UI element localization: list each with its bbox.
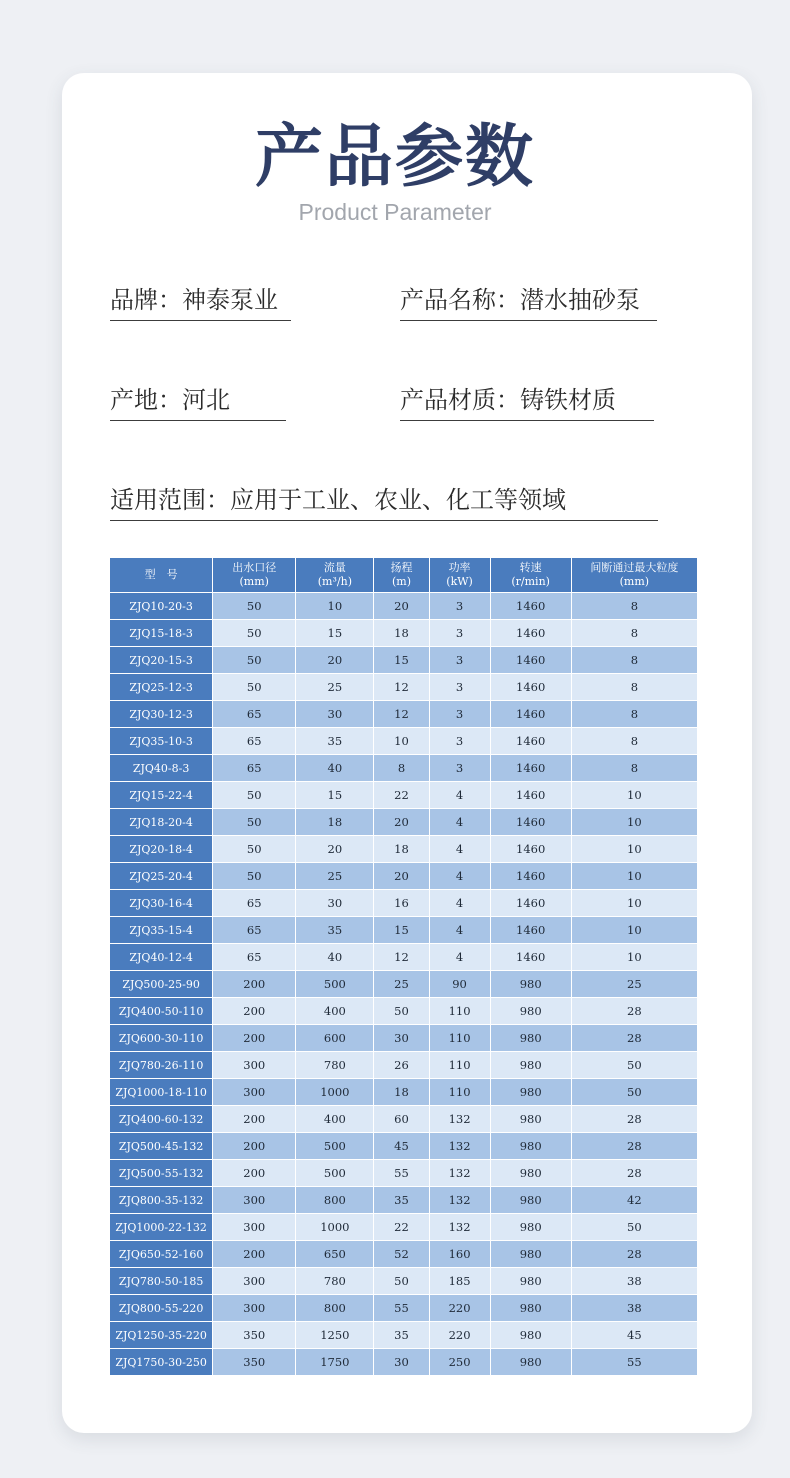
- table-row: [110, 863, 697, 889]
- cell-power: 4: [430, 863, 490, 889]
- cell-power: 4: [430, 944, 490, 970]
- cell-flow: 800: [296, 1295, 373, 1321]
- cell-speed: 1460: [491, 593, 571, 619]
- header-speed: 转速 (r/min): [491, 558, 571, 592]
- cell-head: 22: [374, 782, 428, 808]
- cell-max-particle: 28: [572, 1025, 697, 1051]
- cell-outlet-diameter: 65: [213, 755, 295, 781]
- table-row: [110, 701, 697, 727]
- cell-head: 20: [374, 863, 428, 889]
- cell-outlet-diameter: 50: [213, 674, 295, 700]
- cell-head: 20: [374, 593, 428, 619]
- cell-outlet-diameter: 300: [213, 1187, 295, 1213]
- cell-speed: 1460: [491, 836, 571, 862]
- cell-max-particle: 8: [572, 593, 697, 619]
- cell-flow: 25: [296, 863, 373, 889]
- cell-power: 3: [430, 593, 490, 619]
- cell-outlet-diameter: 300: [213, 1214, 295, 1240]
- cell-max-particle: 50: [572, 1052, 697, 1078]
- cell-head: 25: [374, 971, 428, 997]
- cell-head: 12: [374, 944, 428, 970]
- cell-outlet-diameter: 50: [213, 593, 295, 619]
- cell-speed: 1460: [491, 701, 571, 727]
- cell-flow: 15: [296, 782, 373, 808]
- table-row: [110, 917, 697, 943]
- cell-flow: 650: [296, 1241, 373, 1267]
- table-row: [110, 593, 697, 619]
- cell-head: 55: [374, 1295, 428, 1321]
- cell-power: 132: [430, 1106, 490, 1132]
- cell-head: 30: [374, 1025, 428, 1051]
- header-model: 型 号: [110, 558, 212, 592]
- table-row: [110, 1079, 697, 1105]
- cell-power: 4: [430, 836, 490, 862]
- table-row: [110, 1214, 697, 1240]
- cell-outlet-diameter: 200: [213, 1133, 295, 1159]
- cell-speed: 980: [491, 1052, 571, 1078]
- cell-outlet-diameter: 65: [213, 917, 295, 943]
- table-row: [110, 1160, 697, 1186]
- table-row: [110, 1025, 697, 1051]
- table-row: [110, 674, 697, 700]
- cell-outlet-diameter: 300: [213, 1295, 295, 1321]
- cell-power: 90: [430, 971, 490, 997]
- cell-outlet-diameter: 350: [213, 1322, 295, 1348]
- cell-flow: 40: [296, 944, 373, 970]
- table-header-row: [110, 558, 697, 592]
- cell-speed: 1460: [491, 782, 571, 808]
- cell-flow: 1000: [296, 1214, 373, 1240]
- table-row: [110, 890, 697, 916]
- cell-flow: 30: [296, 890, 373, 916]
- cell-speed: 1460: [491, 863, 571, 889]
- cell-max-particle: 28: [572, 1160, 697, 1186]
- cell-speed: 980: [491, 1241, 571, 1267]
- cell-max-particle: 55: [572, 1349, 697, 1375]
- cell-model: ZJQ10-20-3: [110, 593, 212, 619]
- cell-model: ZJQ25-20-4: [110, 863, 212, 889]
- cell-flow: 1250: [296, 1322, 373, 1348]
- table-row: [110, 1052, 697, 1078]
- cell-head: 18: [374, 836, 428, 862]
- cell-max-particle: 10: [572, 836, 697, 862]
- cell-outlet-diameter: 200: [213, 971, 295, 997]
- parameter-table-container: [109, 557, 698, 1375]
- application-field: 适用范围：应用于工业、农业、化工等领域: [110, 480, 658, 521]
- cell-model: ZJQ1250-35-220: [110, 1322, 212, 1348]
- brand-field: 品牌：神泰泵业: [110, 280, 291, 321]
- cell-model: ZJQ780-50-185: [110, 1268, 212, 1294]
- table-row: [110, 1133, 697, 1159]
- cell-speed: 1460: [491, 944, 571, 970]
- cell-max-particle: 8: [572, 701, 697, 727]
- cell-speed: 980: [491, 1160, 571, 1186]
- cell-power: 160: [430, 1241, 490, 1267]
- cell-power: 132: [430, 1187, 490, 1213]
- cell-outlet-diameter: 350: [213, 1349, 295, 1375]
- cell-model: ZJQ30-12-3: [110, 701, 212, 727]
- table-row: [110, 620, 697, 646]
- cell-power: 220: [430, 1295, 490, 1321]
- cell-speed: 1460: [491, 755, 571, 781]
- cell-max-particle: 10: [572, 944, 697, 970]
- cell-outlet-diameter: 65: [213, 728, 295, 754]
- table-row: [110, 782, 697, 808]
- cell-head: 15: [374, 647, 428, 673]
- cell-power: 3: [430, 620, 490, 646]
- cell-model: ZJQ800-35-132: [110, 1187, 212, 1213]
- cell-max-particle: 10: [572, 863, 697, 889]
- cell-power: 220: [430, 1322, 490, 1348]
- cell-flow: 400: [296, 998, 373, 1024]
- cell-max-particle: 8: [572, 674, 697, 700]
- header-outlet-diameter: 出水口径 (mm): [213, 558, 295, 592]
- cell-outlet-diameter: 300: [213, 1079, 295, 1105]
- cell-flow: 600: [296, 1025, 373, 1051]
- cell-outlet-diameter: 65: [213, 944, 295, 970]
- cell-power: 132: [430, 1160, 490, 1186]
- table-row: [110, 1349, 697, 1375]
- cell-speed: 1460: [491, 809, 571, 835]
- cell-max-particle: 8: [572, 620, 697, 646]
- cell-model: ZJQ40-8-3: [110, 755, 212, 781]
- cell-flow: 780: [296, 1268, 373, 1294]
- cell-max-particle: 8: [572, 755, 697, 781]
- cell-model: ZJQ15-22-4: [110, 782, 212, 808]
- table-row: [110, 1106, 697, 1132]
- cell-flow: 800: [296, 1187, 373, 1213]
- table-row: [110, 1322, 697, 1348]
- cell-model: ZJQ500-45-132: [110, 1133, 212, 1159]
- cell-model: ZJQ15-18-3: [110, 620, 212, 646]
- cell-max-particle: 10: [572, 917, 697, 943]
- cell-model: ZJQ400-50-110: [110, 998, 212, 1024]
- cell-max-particle: 38: [572, 1295, 697, 1321]
- cell-model: ZJQ400-60-132: [110, 1106, 212, 1132]
- cell-model: ZJQ600-30-110: [110, 1025, 212, 1051]
- cell-power: 3: [430, 728, 490, 754]
- cell-speed: 980: [491, 1079, 571, 1105]
- cell-power: 4: [430, 782, 490, 808]
- cell-speed: 980: [491, 1214, 571, 1240]
- cell-max-particle: 28: [572, 1106, 697, 1132]
- cell-head: 50: [374, 998, 428, 1024]
- cell-speed: 1460: [491, 647, 571, 673]
- cell-flow: 1000: [296, 1079, 373, 1105]
- cell-head: 45: [374, 1133, 428, 1159]
- cell-head: 10: [374, 728, 428, 754]
- cell-head: 30: [374, 1349, 428, 1375]
- cell-power: 110: [430, 1025, 490, 1051]
- cell-head: 12: [374, 674, 428, 700]
- cell-head: 18: [374, 620, 428, 646]
- cell-outlet-diameter: 50: [213, 809, 295, 835]
- cell-power: 110: [430, 998, 490, 1024]
- cell-outlet-diameter: 200: [213, 1241, 295, 1267]
- header-max-particle: 间断通过最大粒度 (mm): [572, 558, 697, 592]
- cell-speed: 980: [491, 1025, 571, 1051]
- cell-head: 22: [374, 1214, 428, 1240]
- cell-max-particle: 10: [572, 809, 697, 835]
- cell-max-particle: 10: [572, 890, 697, 916]
- cell-outlet-diameter: 65: [213, 701, 295, 727]
- cell-head: 15: [374, 917, 428, 943]
- table-row: [110, 1295, 697, 1321]
- cell-model: ZJQ500-25-90: [110, 971, 212, 997]
- cell-power: 3: [430, 674, 490, 700]
- cell-power: 4: [430, 890, 490, 916]
- header-flow: 流量 (m³/h): [296, 558, 373, 592]
- cell-flow: 20: [296, 647, 373, 673]
- cell-head: 18: [374, 1079, 428, 1105]
- cell-max-particle: 28: [572, 1133, 697, 1159]
- table-row: [110, 809, 697, 835]
- cell-power: 185: [430, 1268, 490, 1294]
- material-field: 产品材质：铸铁材质: [400, 380, 654, 421]
- cell-outlet-diameter: 50: [213, 647, 295, 673]
- product-name-field: 产品名称：潜水抽砂泵: [400, 280, 657, 321]
- cell-flow: 500: [296, 971, 373, 997]
- cell-outlet-diameter: 50: [213, 863, 295, 889]
- cell-head: 35: [374, 1322, 428, 1348]
- cell-max-particle: 10: [572, 782, 697, 808]
- table-row: [110, 728, 697, 754]
- cell-power: 132: [430, 1214, 490, 1240]
- table-row: [110, 944, 697, 970]
- cell-flow: 35: [296, 728, 373, 754]
- cell-speed: 1460: [491, 620, 571, 646]
- cell-speed: 1460: [491, 674, 571, 700]
- cell-model: ZJQ25-12-3: [110, 674, 212, 700]
- cell-max-particle: 8: [572, 728, 697, 754]
- cell-flow: 20: [296, 836, 373, 862]
- cell-max-particle: 8: [572, 647, 697, 673]
- cell-model: ZJQ1750-30-250: [110, 1349, 212, 1375]
- cell-power: 110: [430, 1079, 490, 1105]
- parameter-table: [109, 557, 698, 1376]
- cell-speed: 980: [491, 1295, 571, 1321]
- cell-head: 12: [374, 701, 428, 727]
- cell-model: ZJQ1000-18-110: [110, 1079, 212, 1105]
- cell-outlet-diameter: 300: [213, 1268, 295, 1294]
- cell-head: 55: [374, 1160, 428, 1186]
- cell-head: 60: [374, 1106, 428, 1132]
- cell-max-particle: 42: [572, 1187, 697, 1213]
- cell-flow: 400: [296, 1106, 373, 1132]
- cell-flow: 18: [296, 809, 373, 835]
- cell-model: ZJQ780-26-110: [110, 1052, 212, 1078]
- table-row: [110, 1187, 697, 1213]
- cell-speed: 1460: [491, 728, 571, 754]
- cell-speed: 980: [491, 1322, 571, 1348]
- cell-flow: 500: [296, 1160, 373, 1186]
- cell-model: ZJQ30-16-4: [110, 890, 212, 916]
- table-row: [110, 971, 697, 997]
- page-title: 产品参数: [254, 118, 535, 197]
- cell-speed: 1460: [491, 890, 571, 916]
- cell-head: 52: [374, 1241, 428, 1267]
- table-row: [110, 755, 697, 781]
- cell-model: ZJQ18-20-4: [110, 809, 212, 835]
- cell-outlet-diameter: 200: [213, 1106, 295, 1132]
- cell-speed: 1460: [491, 917, 571, 943]
- cell-max-particle: 38: [572, 1268, 697, 1294]
- table-row: [110, 647, 697, 673]
- cell-power: 3: [430, 755, 490, 781]
- header-head: 扬程 (m): [374, 558, 428, 592]
- cell-flow: 10: [296, 593, 373, 619]
- cell-power: 4: [430, 809, 490, 835]
- cell-flow: 30: [296, 701, 373, 727]
- cell-speed: 980: [491, 971, 571, 997]
- cell-speed: 980: [491, 1349, 571, 1375]
- table-row: [110, 998, 697, 1024]
- cell-model: ZJQ40-12-4: [110, 944, 212, 970]
- cell-flow: 15: [296, 620, 373, 646]
- cell-outlet-diameter: 65: [213, 890, 295, 916]
- cell-outlet-diameter: 200: [213, 998, 295, 1024]
- cell-outlet-diameter: 50: [213, 620, 295, 646]
- cell-model: ZJQ650-52-160: [110, 1241, 212, 1267]
- cell-speed: 980: [491, 998, 571, 1024]
- cell-speed: 980: [491, 1133, 571, 1159]
- cell-head: 8: [374, 755, 428, 781]
- cell-max-particle: 25: [572, 971, 697, 997]
- cell-max-particle: 28: [572, 998, 697, 1024]
- cell-model: ZJQ800-55-220: [110, 1295, 212, 1321]
- table-row: [110, 836, 697, 862]
- cell-head: 50: [374, 1268, 428, 1294]
- cell-speed: 980: [491, 1187, 571, 1213]
- header-power: 功率 (kW): [430, 558, 490, 592]
- cell-model: ZJQ500-55-132: [110, 1160, 212, 1186]
- cell-max-particle: 50: [572, 1214, 697, 1240]
- cell-flow: 40: [296, 755, 373, 781]
- cell-outlet-diameter: 200: [213, 1025, 295, 1051]
- cell-flow: 500: [296, 1133, 373, 1159]
- cell-outlet-diameter: 50: [213, 782, 295, 808]
- cell-power: 250: [430, 1349, 490, 1375]
- page-subtitle: Product Parameter: [298, 199, 492, 225]
- cell-power: 132: [430, 1133, 490, 1159]
- cell-head: 35: [374, 1187, 428, 1213]
- cell-model: ZJQ35-10-3: [110, 728, 212, 754]
- cell-speed: 980: [491, 1268, 571, 1294]
- cell-max-particle: 28: [572, 1241, 697, 1267]
- cell-flow: 25: [296, 674, 373, 700]
- cell-outlet-diameter: 300: [213, 1052, 295, 1078]
- cell-max-particle: 45: [572, 1322, 697, 1348]
- cell-model: ZJQ20-15-3: [110, 647, 212, 673]
- cell-head: 26: [374, 1052, 428, 1078]
- cell-model: ZJQ35-15-4: [110, 917, 212, 943]
- cell-power: 4: [430, 917, 490, 943]
- cell-head: 20: [374, 809, 428, 835]
- cell-power: 3: [430, 647, 490, 673]
- cell-flow: 35: [296, 917, 373, 943]
- table-row: [110, 1241, 697, 1267]
- table-row: [110, 1268, 697, 1294]
- cell-speed: 980: [491, 1106, 571, 1132]
- cell-model: ZJQ1000-22-132: [110, 1214, 212, 1240]
- origin-field: 产地：河北: [110, 380, 286, 421]
- cell-model: ZJQ20-18-4: [110, 836, 212, 862]
- cell-outlet-diameter: 200: [213, 1160, 295, 1186]
- cell-flow: 780: [296, 1052, 373, 1078]
- cell-flow: 1750: [296, 1349, 373, 1375]
- cell-power: 110: [430, 1052, 490, 1078]
- cell-power: 3: [430, 701, 490, 727]
- cell-outlet-diameter: 50: [213, 836, 295, 862]
- cell-head: 16: [374, 890, 428, 916]
- cell-max-particle: 50: [572, 1079, 697, 1105]
